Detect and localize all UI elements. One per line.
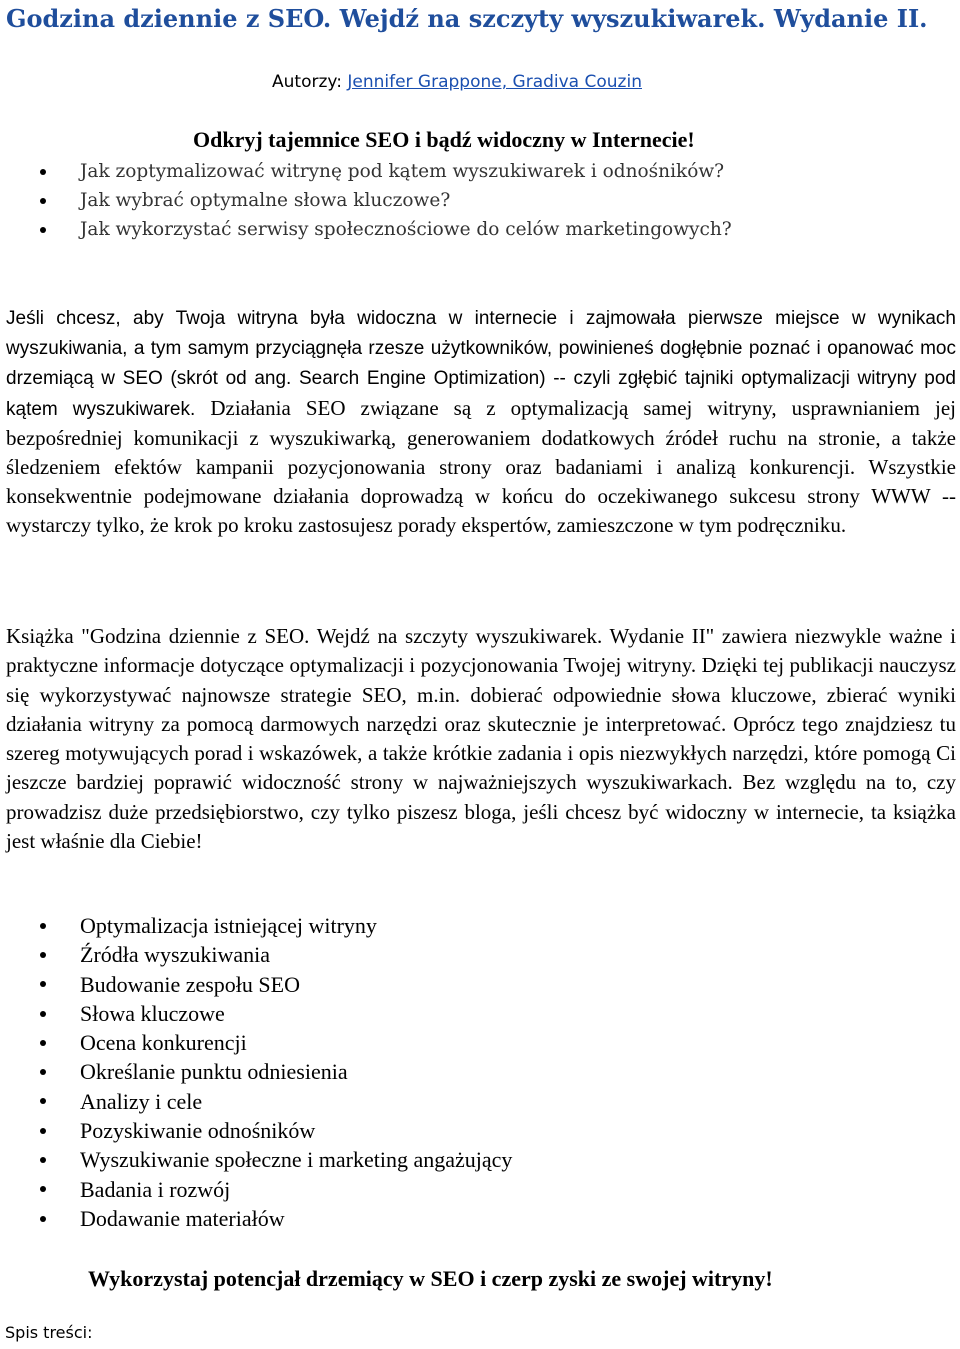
bullet-icon xyxy=(40,1157,46,1163)
topic-text: Budowanie zespołu SEO xyxy=(80,971,300,997)
intro-paragraph xyxy=(6,303,956,541)
book-title: Godzina dziennie z SEO. Wejdź na szczyty wyszukiwarek. Wydanie II. xyxy=(6,4,928,33)
topic-text: Dodawanie materiałów xyxy=(80,1205,285,1231)
list-item xyxy=(0,940,512,969)
bullet-icon xyxy=(40,1040,46,1046)
list-item xyxy=(0,911,512,940)
bullet-icon xyxy=(40,169,46,175)
authors-link[interactable]: Jennifer Grappone, Gradiva Couzin xyxy=(347,72,642,92)
bullet-icon xyxy=(40,1128,46,1134)
bullet-icon xyxy=(40,1216,46,1222)
question-list xyxy=(0,157,732,244)
table-of-contents-label: Spis treści: xyxy=(5,1323,93,1342)
bullet-icon xyxy=(40,1186,46,1192)
topic-text: Optymalizacja istniejącej witryny xyxy=(80,913,377,938)
list-item xyxy=(0,1175,512,1204)
bullet-icon xyxy=(40,923,46,929)
intro-paragraph-sans-part: Jeśli chcesz, aby Twoja witryna była widoczna w internecie i zajmowała pierwsze miejsce w wynikach wyszukiwania, a tym samym przyciągnęła rzesze użytkowników, powinieneś dogłębnie poznać i opanować moc drzemiącą w SEO (skrót od ang. Search Engine Optimization) -- czyli zgłębić tajniki optymalizacji witryny pod kątem wyszukiwarek. xyxy=(6,308,956,420)
bullet-icon xyxy=(40,1011,46,1017)
bullet-icon xyxy=(40,1098,46,1104)
tagline: Odkryj tajemnice SEO i bądź widoczny w Internecie! xyxy=(193,127,695,152)
list-item xyxy=(0,1087,512,1116)
topic-text: Słowa kluczowe xyxy=(80,1000,225,1026)
list-item xyxy=(0,1028,512,1057)
list-item xyxy=(0,1116,512,1145)
book-description-paragraph: Książka "Godzina dziennie z SEO. Wejdź na szczyty wyszukiwarek. Wydanie II" zawiera niezwykle ważne i praktyczne informacje dotyczące optymalizacji i pozycjonowania Twojej witryny. Dzięki tej publikacji nauczysz się wykorzystywać najnowsze strategie SEO, m.in. dobierać odpowiednie słowa kluczowe, zbierać wyniki działania witryny za pomocą darmowych narzędzi oraz skutecznie je interpretować. Oprócz tego znajdziesz tu szereg motywujących porad i wskazówek, a także krótkie zadania i opis niezwykłych narzędzi, które pomogą Ci jeszcze bardziej poprawić widoczność strony w najważniejszych wyszukiwarkach. Bez względu na to, czy prowadzisz duże przedsiębiorstwo, czy tylko piszesz bloga, jeśli chcesz być widoczny w internecie, ta książka jest właśnie dla Ciebie! xyxy=(6,624,956,854)
topic-text: Ocena konkurencji xyxy=(80,1030,247,1056)
question-text: Jak zoptymalizować witrynę pod kątem wyszukiwarek i odnośników? xyxy=(80,161,725,182)
topic-text: Pozyskiwanie odnośników xyxy=(80,1118,316,1144)
question-text: Jak wykorzystać serwisy społecznościowe do celów marketingowych? xyxy=(80,219,732,240)
closing-statement: Wykorzystaj potencjał drzemiący w SEO i czerp zyski ze swojej witryny! xyxy=(88,1266,773,1291)
topics-list xyxy=(0,911,512,1233)
bullet-icon xyxy=(40,198,46,204)
bullet-icon xyxy=(40,952,46,958)
bullet-icon xyxy=(40,227,46,233)
authors-line xyxy=(272,70,642,94)
bullet-icon xyxy=(40,981,46,987)
topic-text: Wyszukiwanie społeczne i marketing angażujący xyxy=(80,1147,513,1173)
question-text: Jak wybrać optymalne słowa kluczowe? xyxy=(80,190,451,211)
authors-label: Autorzy: xyxy=(272,72,348,92)
intro-paragraph-serif-part: Działania SEO związane są z optymalizacją samej witryny, usprawnianiem jej bezpośredniej komunikacji z wyszukiwarką, generowaniem dodatkowych źródeł ruchu na stronie, a także śledzeniem efektów kampanii pozycjonowania strony oraz badaniami i analizą konkurencji. Wszystkie konsekwentnie podejmowane działania doprowadzą w końcu do oczekiwanego sukcesu strony WWW -- wystarczy tylko, że krok po kroku zastosujesz porady ekspertów, zamieszczone w tym podręczniku. xyxy=(6,395,956,538)
list-item xyxy=(0,970,512,999)
bullet-icon xyxy=(40,1069,46,1075)
topic-text: Analizy i cele xyxy=(80,1088,203,1114)
topic-text: Badania i rozwój xyxy=(80,1176,231,1202)
list-item xyxy=(0,1057,512,1086)
topic-text: Źródła wyszukiwania xyxy=(80,942,270,968)
list-item xyxy=(0,215,732,244)
topic-text: Określanie punktu odniesienia xyxy=(80,1059,348,1085)
list-item xyxy=(0,1204,512,1233)
list-item xyxy=(0,1145,512,1174)
list-item xyxy=(0,999,512,1028)
list-item xyxy=(0,186,732,215)
list-item xyxy=(0,157,732,186)
